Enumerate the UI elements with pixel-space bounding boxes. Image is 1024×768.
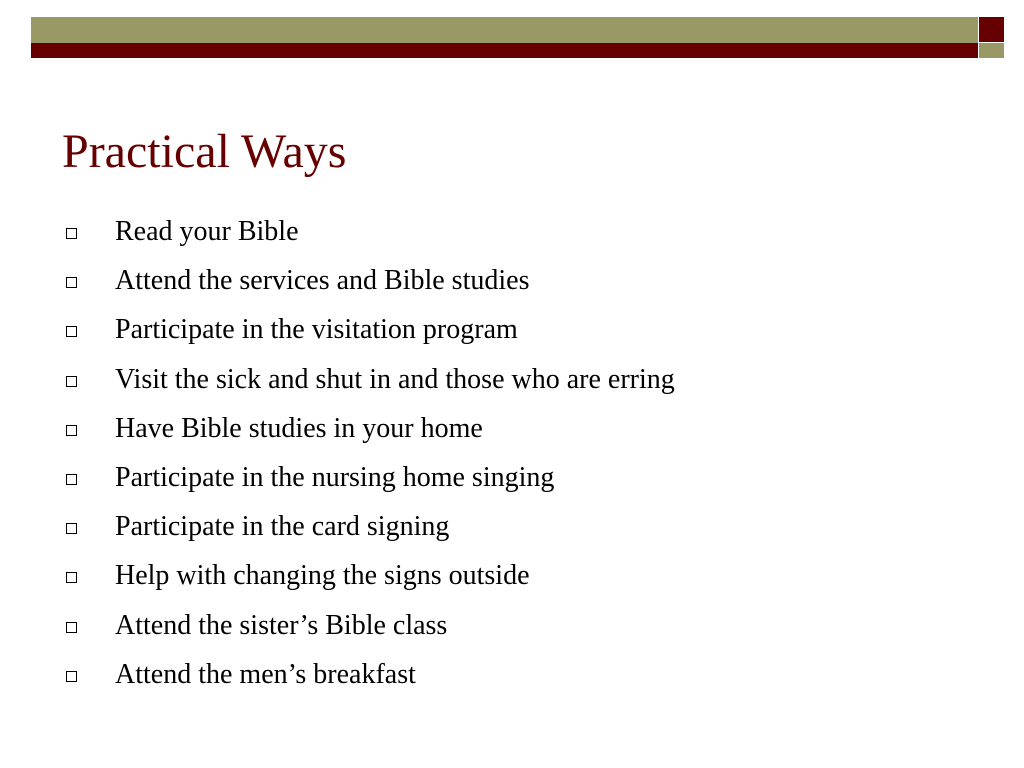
header-band-maroon <box>31 43 978 58</box>
hollow-square-icon <box>66 376 77 387</box>
bullet-text: Participate in the nursing home singing <box>115 461 555 493</box>
bullet-text: Help with changing the signs outside <box>115 560 530 592</box>
header-corner-square-maroon <box>979 17 1004 42</box>
hollow-square-icon <box>66 474 77 485</box>
header-band-olive <box>31 17 978 43</box>
hollow-square-icon <box>66 572 77 583</box>
bullet-text: Attend the men’s breakfast <box>115 658 416 690</box>
hollow-square-icon <box>66 326 77 337</box>
bullet-text: Have Bible studies in your home <box>115 412 483 444</box>
hollow-square-icon <box>66 228 77 239</box>
bullet-text: Participate in the visitation program <box>115 314 518 346</box>
hollow-square-icon <box>66 277 77 288</box>
bullet-text: Attend the services and Bible studies <box>115 265 530 297</box>
hollow-square-icon <box>66 671 77 682</box>
hollow-square-icon <box>66 425 77 436</box>
bullet-text: Participate in the card signing <box>115 511 450 543</box>
slide-title: Practical Ways <box>62 125 347 178</box>
hollow-square-icon <box>66 523 77 534</box>
bullet-text: Visit the sick and shut in and those who are erring <box>115 363 675 395</box>
hollow-square-icon <box>66 622 77 633</box>
bullet-text: Attend the sister’s Bible class <box>115 609 448 641</box>
header-corner-square-olive <box>979 43 1004 58</box>
bullet-text: Read your Bible <box>115 216 299 247</box>
